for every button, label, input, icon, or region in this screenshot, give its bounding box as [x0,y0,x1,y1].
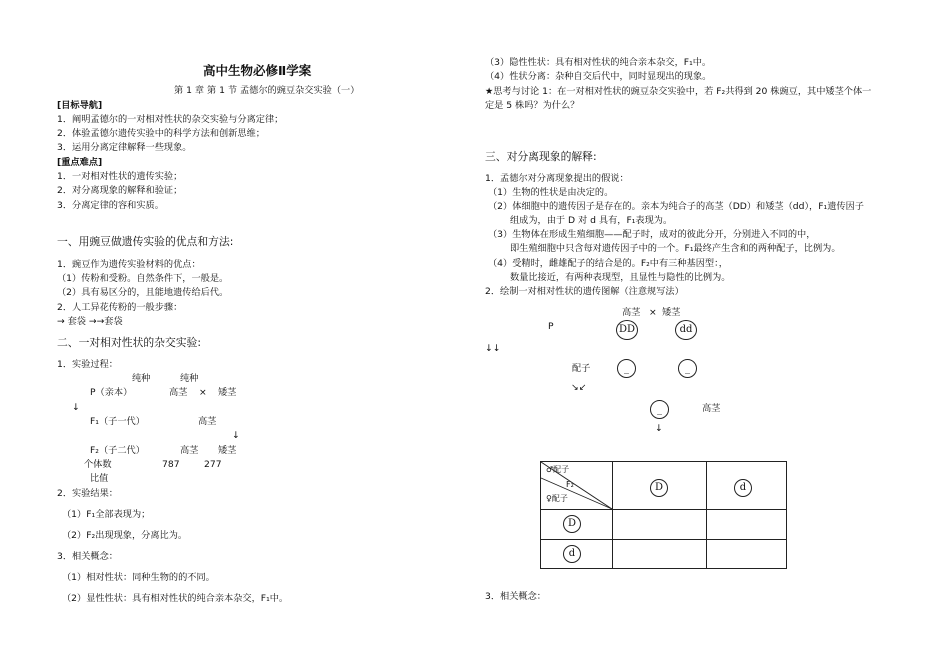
section3-line: （4）受精时，雌雄配子的结合是的。F₂中有三种基因型：， [488,258,728,269]
keypoint-item: 1．一对相对性状的遗传实验； [57,171,183,182]
punnett-f2: F₂ [566,480,574,489]
count-label: 个体数 [84,459,112,470]
section1-line: 2．人工异花传粉的一般步骤： [57,302,183,313]
keypoints-heading: [重点难点] [57,157,103,168]
count-short: 277 [204,459,222,470]
diagram-tall: 高茎 [622,307,641,318]
down-arrow: ↓ [232,430,240,441]
f2-label: F₂（子二代） [90,445,145,456]
diagram-split-arrows: ↘↙ [571,382,587,393]
f2-short: 矮茎 [218,445,237,456]
f1-label: F₁（子一代） [90,416,145,427]
section3-line: （1）生物的性状是由决定的。 [488,187,614,198]
f2-tall: 高茎 [180,445,199,456]
diagram-p: P [548,321,554,332]
down-arrow: ↓ [72,402,80,413]
punnett-row-d: d [563,545,581,563]
section2-heading: 二、一对相对性状的杂交实验: [57,336,201,349]
diagram-gamete: 配子 [572,363,591,374]
ratio-label: 比值 [90,473,109,484]
f1-blank: _ [650,400,669,419]
p-label: P（亲本） [90,387,133,398]
concept-line: （1）相对性状：同种生物的的不同。 [62,572,215,583]
result-line: （2）F₂出现现象，分离比为。 [62,530,188,541]
section1-line: 1．豌豆作为遗传实验材料的优点： [57,259,201,270]
result-label: 2．实验结果： [57,488,118,499]
count-tall: 787 [162,459,180,470]
tall-label: 高茎 [169,387,188,398]
concept-label: 3．相关概念： [57,551,118,562]
concept-line: （2）显性性状：具有相对性状的纯合亲本杂交，F₁中。 [62,593,289,604]
genotype-DD: DD [616,320,638,340]
section3-line: （2）体细胞中的遗传因子是存在的。亲本为纯合子的高茎（DD）和矮茎（dd），F₁遗传因子 [488,201,864,212]
goal-item: 2．体验孟德尔遗传实验中的科学方法和创新思维； [57,128,265,139]
cross-symbol: × [199,387,207,398]
f1-tall: 高茎 [198,416,217,427]
punnett-col-d: d [734,479,752,497]
punnett-col-D: D [650,479,668,497]
section1-line: （1）传粉和受粉。自然条件下，一般是。 [57,273,229,284]
section3-heading: 三、对分离现象的解释: [485,150,597,163]
keypoint-item: 2．对分离现象的解释和验证； [57,185,183,196]
diagram-arrows: ↓↓ [485,343,501,354]
genotype-dd: dd [675,320,697,340]
result-line: （1）F₁全部表现为； [62,509,151,520]
diagram-short: 矮茎 [662,307,681,318]
process-label: 1．实验过程： [57,359,118,370]
goal-item: 1．阐明孟德尔的一对相对性状的杂交实验与分离定律； [57,114,284,125]
section3-line: 即生殖细胞中只含每对遗传因子中的一个。F₁最终产生含和的两种配子，比例为。 [510,243,841,254]
keypoint-item: 3．分离定律的容和实质。 [57,200,164,211]
page-title: 高中生物必修Ⅱ学案 [203,63,312,78]
short-label: 矮茎 [218,387,237,398]
section1-line: （2）具有易区分的，且能地遗传给后代。 [57,287,229,298]
discussion-line: 定是 5 株吗？为什么？ [485,100,580,111]
discussion-line: ★思考与讨论 1：在一对相对性状的豌豆杂交实验中，若 F₂共得到 20 株豌豆，其中矮茎个体一 [485,86,872,97]
diagram-down-arrow: ↓ [655,423,663,434]
section3-line: 组成为，由于 D 对 d 具有，F₁表现为。 [510,215,673,226]
punnett-female-gamete: ♀配子 [546,494,568,503]
pure-label: 纯种 [180,373,199,384]
section3-line: 1．孟德尔对分离现象提出的假说： [485,173,629,184]
section1-heading: 一、用豌豆做遗传实验的优点和方法: [57,235,234,248]
page-subtitle: 第 1 章 第 1 节 孟德尔的豌豆杂交实验（一） [174,85,360,96]
gamete-blank: _ [678,359,697,378]
pure-label: 纯种 [132,373,151,384]
section1-line: → 套袋 →→套袋 [57,316,123,327]
section3-line: 2．绘制一对相对性状的遗传图解（注意规写法） [485,286,684,297]
concept-line: （3）隐性性状：具有相对性状的纯合亲本杂交，F₁中。 [485,57,712,68]
diagram-cross: × [649,307,657,318]
concept-label: 3．相关概念： [485,591,546,602]
punnett-row-D: D [563,515,581,533]
punnett-male-gamete: ♂配子 [546,465,570,474]
concept-line: （4）性状分离：杂种自交后代中，同时显现出的现象。 [485,71,712,82]
section3-line: （3）生物体在形成生殖细胞——配子时，成对的彼此分开，分别进入不同的中， [488,229,816,240]
section3-line: 数量比接近，有两种表现型，且显性与隐性的比例为。 [510,272,731,283]
goal-item: 3．运用分离定律解释一些现象。 [57,142,192,153]
goals-heading: [目标导航] [57,100,103,111]
gamete-blank: _ [617,359,636,378]
diagram-f1-tall: 高茎 [702,403,721,414]
